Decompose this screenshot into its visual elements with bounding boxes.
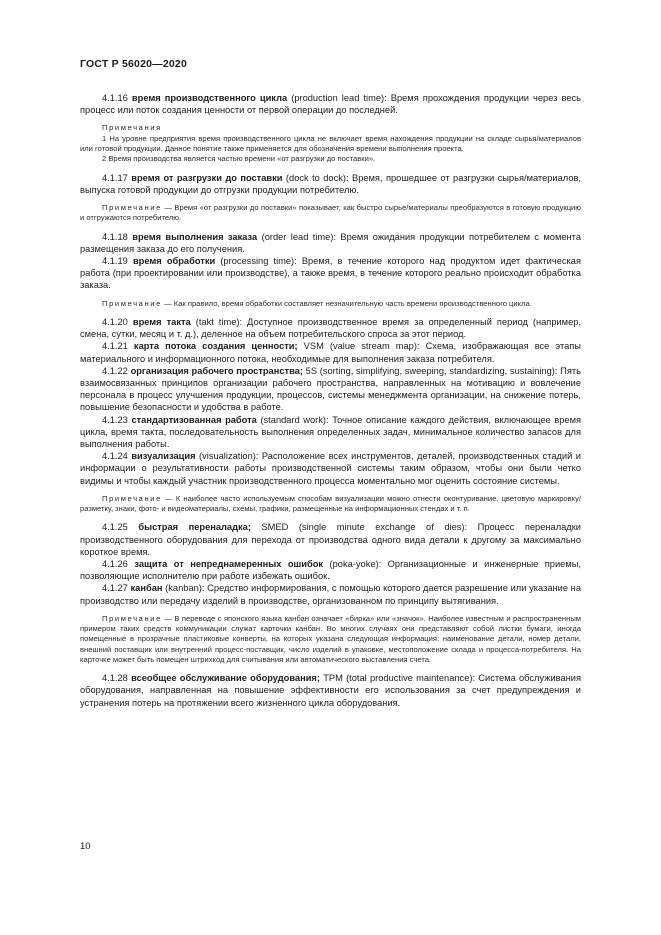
notes-title: Примечания	[102, 123, 162, 133]
term-entry-4-1-28: 4.1.28 всеобщее обслуживание оборудования; TPM (total productive maintenance): Система обслуживания оборудования, направленная на повышение эффективности его использования за счет предупреждения и устранения потерь на протяжении всего жизненного цикла оборудования.	[80, 673, 581, 708]
term-name: защита от непреднамеренных ошибок	[134, 558, 324, 569]
note-label: Примечание	[102, 298, 162, 308]
note-label: Примечание	[102, 613, 162, 623]
note-label: Примечание	[102, 493, 162, 503]
note-4-1-19: Примечание — Как правило, время обработки составляет незначительную часть времени производственного цикла.	[102, 298, 532, 308]
term-name: время выполнения заказа	[132, 231, 258, 242]
term-entry-4-1-27: 4.1.27 канбан (kanban): Средство информирования, с помощью которого дается разрешение или указание на производство или передачу изделий в производстве, организованном по принципу вытягивания.	[80, 583, 581, 606]
term-name: время производственного цикла	[131, 93, 288, 103]
term-entry-4-1-19: 4.1.19 время обработки (processing time): Время, в течение которого над продуктом идет фактическая работа (при проектировании или производстве), а также время, в течение которого реально происходит обработка заказа.	[80, 256, 581, 291]
note-item: 1 На уровне предприятия время производственного цикла не включает время нахождения продукции на складе сырья/материалов или готовой продукции. Данное понятие также применяется для обозначения времени выполнения проекта.	[80, 133, 581, 153]
page-number: 10	[80, 841, 91, 852]
term-name: организация рабочего пространства;	[130, 365, 303, 376]
term-name: всеобщее обслуживание оборудования;	[131, 673, 320, 684]
term-name: визуализация	[131, 451, 196, 462]
term-name: быстрая переналадка;	[138, 522, 251, 533]
note-label: Примечание	[102, 203, 162, 212]
term-name: стандартизованная работа	[131, 414, 257, 425]
term-entry-4-1-17: 4.1.17 время от разгрузки до поставки (dock to dock): Время, прошедшее от разгрузки сырья/материалов, выпуска готовой продукции до отгрузки продукции потребителю.	[80, 172, 582, 195]
term-name: карта потока создания ценности;	[133, 341, 298, 352]
note-4-1-24: Примечание — К наиболее часто используемым способам визуализации можно отнести оконтуривание, цветовую маркировку/разметку, знаки, фото- и видеоматериалы, схемы, графики, размещенные на информационных стендах и т. п.	[80, 493, 581, 514]
term-entry-4-1-21: 4.1.21 карта потока создания ценности; VSM (value stream map): Схема, изображающая все этапы материального и информационного потока, необходимые для выполнения заказа потребителя.	[80, 341, 581, 364]
term-name: канбан	[130, 583, 163, 594]
document-header: ГОСТ Р 56020—2020	[80, 58, 188, 70]
term-entry-4-1-24: 4.1.24 визуализация (visualization): Расположение всех инструментов, деталей, производственных стадий и информации о результативности работы производственной системы таким образом, чтобы они были четко видимы и чтобы каждый участник производственного процесса моментально мог оценить состояние системы.	[80, 451, 581, 486]
note-4-1-17: Примечание — Время «от разгрузки до поставки» показывает, как быстро сырье/материалы преобразуются в готовую продукцию и отгружаются потребителю.	[80, 203, 581, 223]
term-entry-4-1-22: 4.1.22 организация рабочего пространства; 5S (sorting, simplifying, sweeping, standardizing, sustaining): Пять взаимосвязанных принципов организации рабочего пространства, направленных на мотивацию и вовлечение персонала в процесс улучшения продукции, процессов, системы менеджмента организации, на снижение потерь, повышение безопасности и удобства в работе.	[80, 365, 582, 413]
term-entry-4-1-23: 4.1.23 стандартизованная работа (standard work): Точное описание каждого действия, включающее время цикла, время такта, последовательность выполнения определенных задач, минимальное количество запасов для выполнения работы.	[80, 414, 581, 449]
note-4-1-27: Примечание — В переводе с японского языка канбан означает «бирка» или «значок». Наиболее известным и распространенным примером таких средств коммуникации служат карточки канбан. Во многих случаях они представляют собой листки бумаги, иногда помещенные в прозрачные пластиковые конверты, на которых указана следующая информация: наименование детали, номер детали, внешний поставщик или внутренний процесс-поставщик, число изделий в упаковке, местоположение склада и процесса-потребителя. На карточке может быть помещен штрихкод для считывания или автоматического выставления счета.	[80, 613, 581, 664]
notes-4-1-16	[80, 123, 581, 164]
term-entry-4-1-18: 4.1.18 время выполнения заказа (order lead time): Время ожидания продукции потребителем с момента размещения заказа до его получения.	[80, 231, 581, 254]
term-entry-4-1-20: 4.1.20 время такта (takt time): Доступное производственное время за определенный период (например, смена, сутки, месяц и т. д.), деленное на объем потребительского спроса за этот период.	[80, 316, 581, 340]
term-entry-4-1-26: 4.1.26 защита от непреднамеренных ошибок (poka-yoke): Организационные и инженерные приемы, позволяющие исполнителю при работе избежать ошибок.	[80, 558, 581, 582]
term-entry-4-1-16: 4.1.16 время производственного цикла (production lead time): Время прохождения продукции через весь процесс или поток создания ценности от первой операции до последней.	[80, 93, 582, 116]
term-entry-4-1-25: 4.1.25 быстрая переналадка; SMED (single minute exchange of dies): Процесс переналадки производственного оборудования для перехода от производства одного вида детали к другому за максимально короткое время.	[80, 522, 581, 557]
term-name: время такта	[132, 316, 191, 327]
note-item: 2 Время производства является частью времени «от разгрузки до поставки».	[102, 154, 376, 164]
term-name: время от разгрузки до поставки	[131, 172, 283, 183]
term-name: время обработки	[132, 256, 216, 266]
